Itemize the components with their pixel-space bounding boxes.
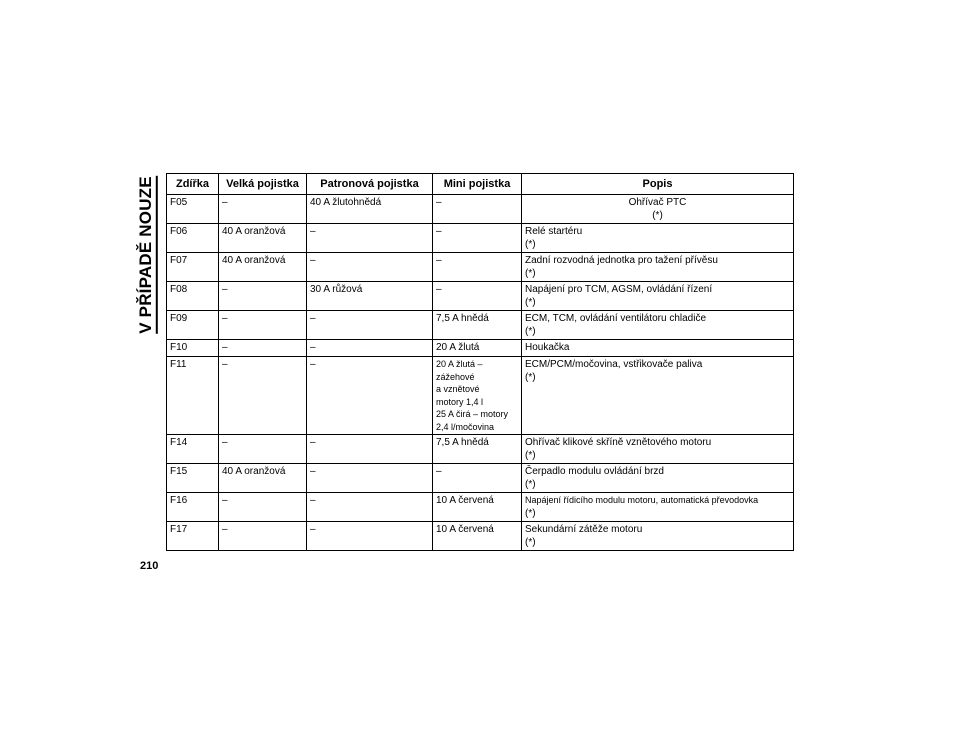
header-slot: Zdířka — [167, 174, 219, 195]
cell-large: – — [219, 435, 307, 464]
cell-large: – — [219, 357, 307, 435]
description-note: (*) — [525, 239, 536, 250]
cell-large: 40 A oranžová — [219, 464, 307, 493]
cell-large: – — [219, 493, 307, 522]
cell-cartridge: 40 A žlutohnědá — [307, 195, 433, 224]
cell-slot: F05 — [167, 195, 219, 224]
description-text: ECM/PCM/močovina, vstřikovače paliva — [525, 359, 703, 370]
cell-large: – — [219, 522, 307, 551]
table-row — [167, 311, 794, 340]
cell-slot: F17 — [167, 522, 219, 551]
cell-slot: F10 — [167, 340, 219, 357]
cell-cartridge: – — [307, 340, 433, 357]
cell-mini: 20 A žlutá — [433, 340, 522, 357]
cell-mini: – — [433, 282, 522, 311]
cell-slot: F15 — [167, 464, 219, 493]
cell-mini: – — [433, 464, 522, 493]
cell-large: 40 A oranžová — [219, 224, 307, 253]
mini-line: a vznětové — [436, 384, 480, 394]
table-row — [167, 340, 794, 357]
cell-slot: F16 — [167, 493, 219, 522]
description-note: (*) — [525, 479, 536, 490]
cell-cartridge: 30 A růžová — [307, 282, 433, 311]
cell-large: – — [219, 311, 307, 340]
table-row — [167, 282, 794, 311]
description-text: Ohřívač klikové skříně vznětového motoru — [525, 437, 712, 448]
description-text: Napájení pro TCM, AGSM, ovládání řízení — [525, 284, 713, 295]
cell-slot: F08 — [167, 282, 219, 311]
description-text: Relé startéru — [525, 226, 583, 237]
table-row — [167, 195, 794, 224]
description-note: (*) — [525, 297, 536, 308]
cell-cartridge: – — [307, 493, 433, 522]
cell-description — [522, 435, 794, 464]
cell-mini: – — [433, 253, 522, 282]
cell-cartridge: – — [307, 253, 433, 282]
cell-large: 40 A oranžová — [219, 253, 307, 282]
description-text: Zadní rozvodná jednotka pro tažení přívěsu — [525, 255, 718, 266]
cell-description — [522, 282, 794, 311]
cell-description — [522, 195, 794, 224]
cell-description — [522, 493, 794, 522]
section-side-title — [136, 176, 158, 334]
table-header-row — [167, 174, 794, 195]
cell-large: – — [219, 340, 307, 357]
page-number: 210 — [140, 560, 159, 572]
description-text: Ohřívač PTC — [628, 197, 687, 208]
cell-mini: 10 A červená — [433, 522, 522, 551]
cell-cartridge: – — [307, 224, 433, 253]
cell-mini: 7,5 A hnědá — [433, 311, 522, 340]
description-note: (*) — [525, 508, 536, 519]
cell-description — [522, 311, 794, 340]
table-row — [167, 435, 794, 464]
description-text: Čerpadlo modulu ovládání brzd — [525, 466, 664, 477]
description-text: ECM, TCM, ovládání ventilátoru chladiče — [525, 313, 707, 324]
header-cartridge-fuse: Patronová pojistka — [307, 174, 433, 195]
cell-large: – — [219, 195, 307, 224]
cell-cartridge: – — [307, 464, 433, 493]
description-text: Houkačka — [525, 342, 570, 353]
table-row — [167, 253, 794, 282]
cell-slot: F07 — [167, 253, 219, 282]
table-row — [167, 357, 794, 435]
cell-description — [522, 224, 794, 253]
description-note: (*) — [525, 372, 536, 383]
cell-cartridge: – — [307, 435, 433, 464]
cell-slot: F11 — [167, 357, 219, 435]
cell-mini — [433, 357, 522, 435]
header-mini-fuse: Mini pojistka — [433, 174, 522, 195]
cell-mini: – — [433, 195, 522, 224]
cell-cartridge: – — [307, 311, 433, 340]
cell-description — [522, 253, 794, 282]
header-description: Popis — [522, 174, 794, 195]
cell-mini: – — [433, 224, 522, 253]
description-note: (*) — [525, 537, 536, 548]
cell-slot: F14 — [167, 435, 219, 464]
description-note: (*) — [652, 210, 663, 221]
description-text: Napájení řídicího modulu motoru, automatická převodovka — [525, 495, 759, 505]
description-note: (*) — [525, 268, 536, 279]
mini-line: 25 A čirá – motory — [436, 409, 509, 419]
description-text: Sekundární zátěže motoru — [525, 524, 643, 535]
mini-line: zážehové — [436, 371, 475, 382]
cell-slot: F06 — [167, 224, 219, 253]
mini-line: 20 A žlutá – — [436, 359, 483, 369]
description-note: (*) — [525, 450, 536, 461]
header-large-fuse: Velká pojistka — [219, 174, 307, 195]
fuse-table — [166, 173, 794, 551]
cell-large: – — [219, 282, 307, 311]
cell-cartridge: – — [307, 357, 433, 435]
cell-description — [522, 464, 794, 493]
table-row — [167, 224, 794, 253]
table-row — [167, 493, 794, 522]
mini-line: motory 1,4 l — [436, 396, 484, 407]
cell-cartridge: – — [307, 522, 433, 551]
cell-description — [522, 357, 794, 435]
description-note: (*) — [525, 326, 536, 337]
table-row — [167, 522, 794, 551]
section-title-text: V PŘÍPADĚ NOUZE — [136, 176, 158, 334]
cell-description — [522, 340, 794, 357]
mini-line: 2,4 l/močovina — [436, 421, 495, 432]
cell-slot: F09 — [167, 311, 219, 340]
cell-description — [522, 522, 794, 551]
cell-mini: 10 A červená — [433, 493, 522, 522]
table-row — [167, 464, 794, 493]
cell-mini: 7,5 A hnědá — [433, 435, 522, 464]
